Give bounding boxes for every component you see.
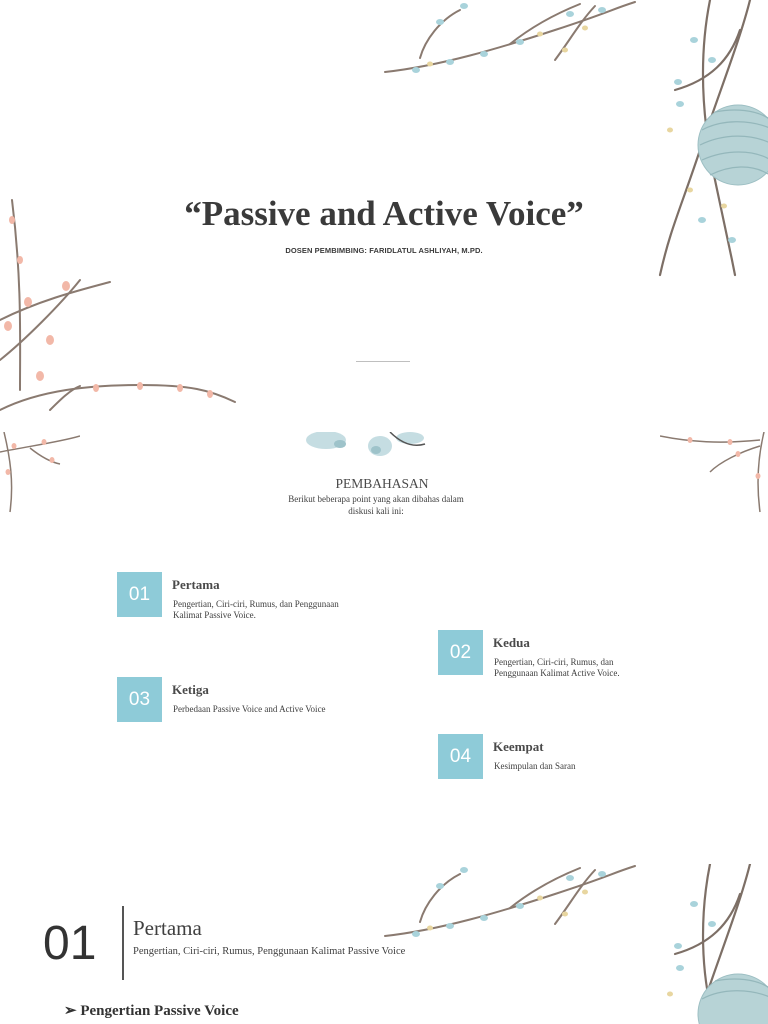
section-number: 01	[43, 917, 97, 970]
bullet-heading: ➢ Pengertian Passive Voice	[64, 1003, 239, 1019]
agenda-item-description: Pengertian, Ciri-ciri, Rumus, dan Penggunaan Kalimat Active Voice.	[494, 657, 620, 678]
section-divider-line	[122, 906, 124, 980]
section-title: Pertama	[133, 916, 202, 940]
agenda-item-description: Pengertian, Ciri-ciri, Rumus, dan Penggunaan Kalimat Passive Voice.	[173, 599, 339, 620]
agenda-description: Berikut beberapa point yang akan dibahas dalam diskusi kali ini:	[288, 494, 464, 516]
agenda-heading: PEMBAHASAN	[335, 476, 429, 491]
agenda-item-title: Keempat	[493, 739, 544, 754]
branch-decoration-top	[380, 0, 640, 90]
agenda-number-badge: 03	[117, 677, 162, 722]
title-divider	[356, 361, 410, 362]
agenda-number-badge: 01	[117, 572, 162, 617]
agenda-number-badge: 04	[438, 734, 483, 779]
agenda-item-title: Kedua	[493, 635, 530, 650]
agenda-number-badge: 02	[438, 630, 483, 675]
agenda-item-title: Pertama	[172, 577, 220, 592]
section-slide	[0, 864, 768, 1024]
bud-decoration-top	[300, 432, 435, 462]
presentation-title: “Passive and Active Voice”	[184, 194, 584, 233]
presentation-subtitle: DOSEN PEMBIMBING: FARIDLATUL ASHLIYAH, M.PD.	[285, 246, 483, 255]
branch-yarn-decoration-right	[640, 0, 768, 280]
agenda-item-title: Ketiga	[172, 682, 209, 697]
agenda-item-description: Kesimpulan dan Saran	[494, 761, 576, 771]
title-slide	[0, 0, 768, 432]
branch-decoration-top	[380, 864, 640, 954]
agenda-item-description: Perbedaan Passive Voice and Active Voice	[173, 704, 326, 714]
branch-yarn-decoration-right	[640, 864, 768, 1024]
agenda-slide	[0, 432, 768, 864]
section-description: Pengertian, Ciri-ciri, Rumus, Penggunaan Kalimat Passive Voice	[133, 946, 406, 957]
